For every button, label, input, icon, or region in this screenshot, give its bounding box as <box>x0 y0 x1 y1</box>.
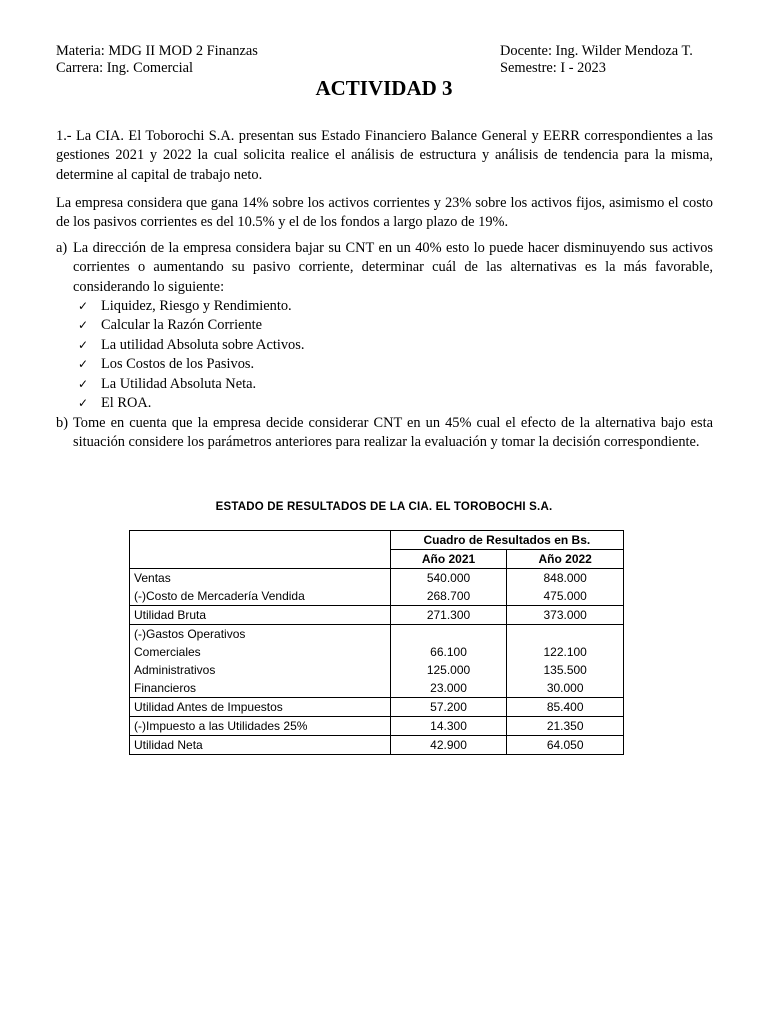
table-row: Utilidad Bruta 271.300 373.000 <box>130 606 624 625</box>
table-row: Financieros 23.000 30.000 <box>130 679 624 698</box>
checklist-item: ✓ La utilidad Absoluta sobre Activos. <box>78 336 304 355</box>
check-mark-icon: ✓ <box>78 395 89 410</box>
checklist-item: ✓ El ROA. <box>78 394 304 413</box>
table-row: Utilidad Neta 42.900 64.050 <box>130 736 624 755</box>
table-header-row <box>130 550 624 569</box>
question-a-label: a) <box>56 240 68 256</box>
intro-paragraph: 1.- La CIA. El Toborochi S.A. presentan sus Estado Financiero Balance General y EERR correspondientes a las gestiones 2021 y 2022 la cual solicita realice el análisis de estructura y análisis de tendencia para la misma, determine al capital de trabajo neto. <box>56 128 713 183</box>
table-row: (-)Costo de Mercadería Vendida 268.700 475.000 <box>130 587 624 606</box>
criteria-checklist <box>78 297 304 413</box>
career-line: Carrera: Ing. Comercial <box>56 60 194 76</box>
table-row: Comerciales 66.100 122.100 <box>130 643 624 661</box>
table-row: Administrativos 125.000 135.500 <box>130 661 624 679</box>
question-b-text: Tome en cuenta que la empresa decide considerar CNT en un 45% cual el efecto de la alternativa bajo esta situación considere los parámetros anteriores para realizar la evaluación y tomar la decisión correspondiente. <box>73 415 713 451</box>
checklist-item: ✓ Calcular la Razón Corriente <box>78 316 304 335</box>
question-a-text: La dirección de la empresa considera bajar su CNT en un 40% esto lo puede hacer disminuyendo sus activos corrientes o aumentando su pasivo corriente, determinar cuál de las alternativas es la más favorable, considerando lo siguiente: <box>73 240 713 295</box>
question-b <box>56 414 713 453</box>
context-paragraph: La empresa considera que gana 14% sobre los activos corrientes y 23% sobre los activos fijos, asimismo el costo de los pasivos corrientes es del 10.5% y el de los fondos a largo plazo de 19%. <box>56 195 713 231</box>
question-b-label: b) <box>56 415 68 431</box>
checklist-item: ✓ La Utilidad Absoluta Neta. <box>78 375 304 394</box>
check-mark-icon: ✓ <box>78 318 89 333</box>
col-2021-header: Año 2021 <box>390 550 507 569</box>
table-row: Ventas 540.000 848.000 <box>130 569 624 588</box>
table-title: ESTADO DE RESULTADOS DE LA CIA. EL TOROBOCHI S.A. <box>215 501 553 513</box>
subject-line: Materia: MDG II MOD 2 Finanzas <box>56 43 258 59</box>
table-row: (-)Gastos Operativos <box>130 625 624 644</box>
group-header: Cuadro de Resultados en Bs. <box>390 531 623 550</box>
page-title: ACTIVIDAD 3 <box>315 76 453 100</box>
checklist-item: ✓ Los Costos de los Pasivos. <box>78 355 304 374</box>
table-row: Utilidad Antes de Impuestos 57.200 85.400 <box>130 698 624 717</box>
check-mark-icon: ✓ <box>78 376 89 391</box>
semester-line: Semestre: I - 2023 <box>500 60 606 76</box>
income-statement-table <box>129 530 624 755</box>
check-mark-icon: ✓ <box>78 337 89 352</box>
teacher-line: Docente: Ing. Wilder Mendoza T. <box>500 43 693 59</box>
question-a <box>56 239 713 297</box>
table-row: (-)Impuesto a las Utilidades 25% 14.300 21.350 <box>130 717 624 736</box>
checklist-item: ✓ Liquidez, Riesgo y Rendimiento. <box>78 297 304 316</box>
table-header-row <box>130 531 624 550</box>
check-mark-icon: ✓ <box>78 357 89 372</box>
col-2022-header: Año 2022 <box>507 550 624 569</box>
check-mark-icon: ✓ <box>78 299 89 313</box>
